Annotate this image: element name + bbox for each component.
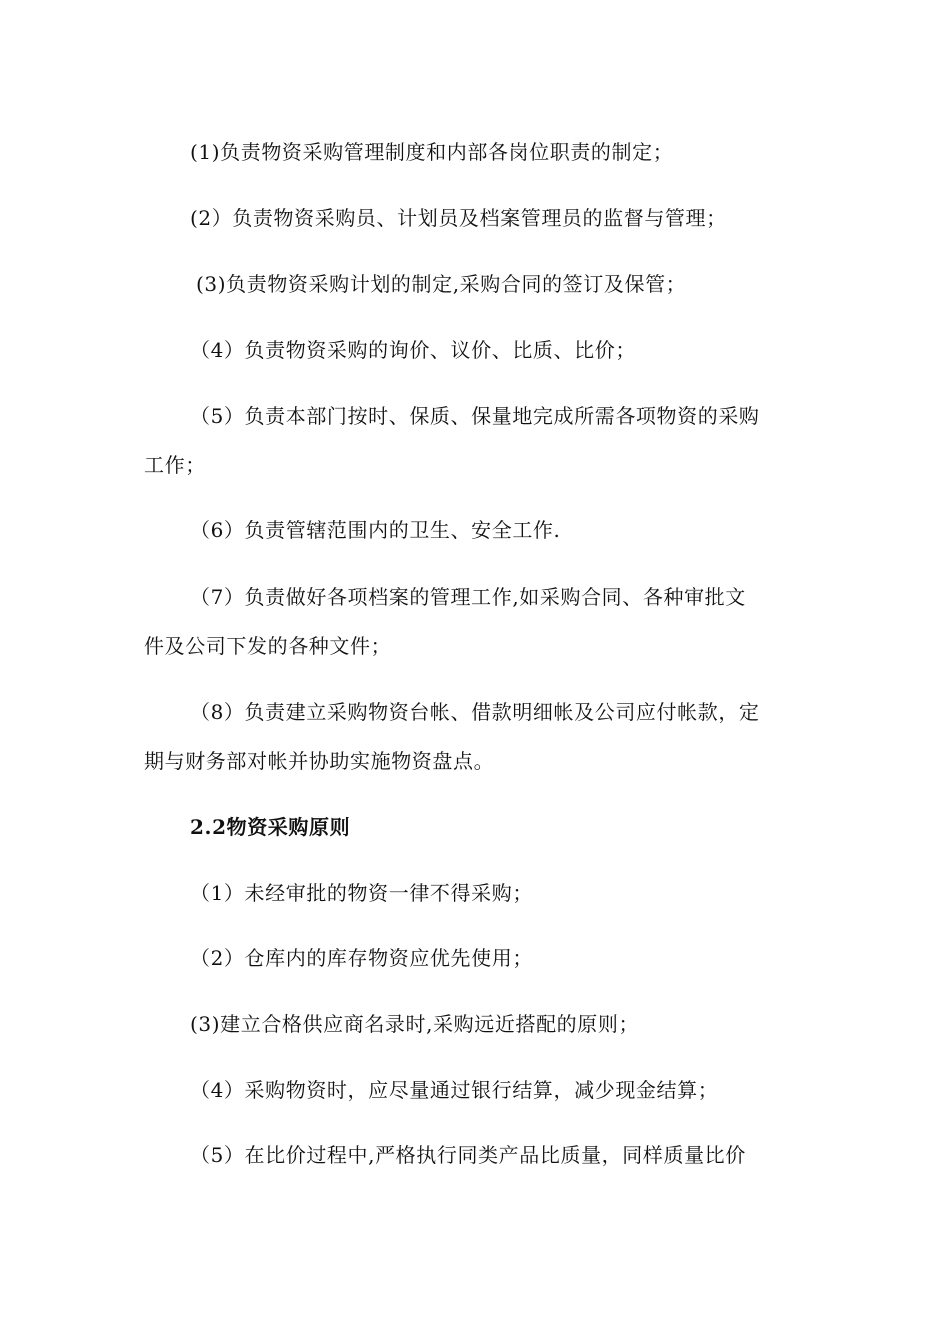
duty-line-8: （8）负责建立采购物资台帐、借款明细帐及公司应付帐款，定 — [190, 700, 760, 724]
duty-line-1: (1)负责物资采购管理制度和内部各岗位职责的制定； — [190, 140, 674, 164]
principle-line-1: （1）未经审批的物资一律不得采购； — [190, 881, 533, 905]
principle-line-4: （4）采购物资时，应尽量通过银行结算，减少现金结算； — [190, 1078, 719, 1102]
duty-line-6: （6）负责管辖范围内的卫生、安全工作. — [190, 518, 561, 542]
duty-line-5: （5）负责本部门按时、保质、保量地完成所需各项物资的采购 — [190, 404, 760, 428]
duty-line-5-cont: 工作； — [144, 453, 206, 477]
principle-line-3: (3)建立合格供应商名录时,采购远近搭配的原则； — [190, 1012, 640, 1036]
section-heading: 2.2物资采购原则 — [190, 815, 351, 839]
duty-line-8-cont: 期与财务部对帐并协助实施物资盘点。 — [144, 749, 495, 773]
duty-line-7: （7）负责做好各项档案的管理工作,如采购合同、各种审批文 — [190, 585, 746, 609]
principle-line-2: （2）仓库内的库存物资应优先使用； — [190, 946, 533, 970]
duty-line-7-cont: 件及公司下发的各种文件； — [144, 634, 392, 658]
duty-line-3: (3)负责物资采购计划的制定,采购合同的签订及保管； — [196, 272, 687, 296]
duty-line-4: （4）负责物资采购的询价、议价、比质、比价； — [190, 338, 636, 362]
duty-line-2: (2）负责物资采购员、计划员及档案管理员的监督与管理； — [190, 206, 727, 230]
principle-line-5: （5）在比价过程中,严格执行同类产品比质量，同样质量比价 — [190, 1143, 746, 1167]
